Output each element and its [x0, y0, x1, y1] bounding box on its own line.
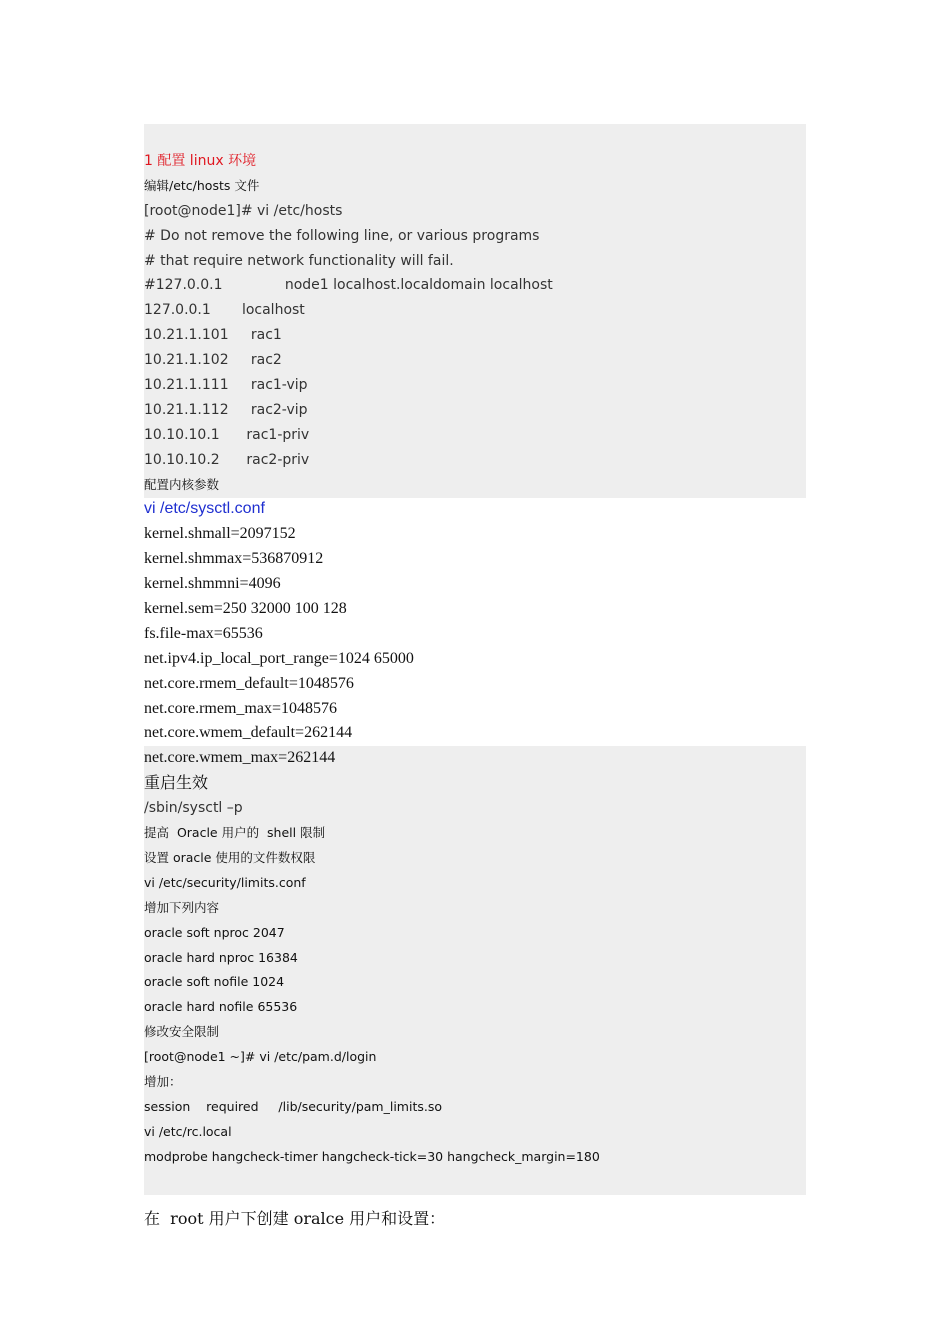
text-line: 10.10.10.1 rac1-priv	[144, 426, 310, 443]
text-line: oracle soft nofile 1024	[144, 974, 285, 990]
text-line: 提高 Oracle 用户的 shell 限制	[144, 825, 326, 841]
text-line: # that require network functionality will fail.	[144, 252, 454, 269]
text-line: fs.file-max=65536	[144, 624, 263, 642]
text-line: 在 root 用户下创建 oralce 用户和设置：	[144, 1208, 446, 1228]
text-line: 设置 oracle 使用的文件数权限	[144, 849, 316, 865]
text-line: vi /etc/security/limits.conf	[144, 874, 306, 890]
text-line: 1 配置 linux 环境	[144, 153, 257, 169]
text-line: 10.21.1.101 rac1	[144, 327, 282, 344]
text-line: 编辑/etc/hosts 文件	[144, 177, 260, 193]
text-line: net.core.wmem_max=262144	[144, 749, 336, 767]
text-line: 重启生效	[144, 773, 209, 793]
text-line: 10.21.1.102 rac2	[144, 352, 282, 369]
text-line: kernel.shmmax=536870912	[144, 550, 324, 568]
document-text	[144, 149, 806, 1231]
text-line: kernel.sem=250 32000 100 128	[144, 600, 347, 618]
text-line: net.core.rmem_max=1048576	[144, 699, 337, 717]
text-line: 修改安全限制	[144, 1024, 220, 1040]
text-line: 10.10.10.2 rac2-priv	[144, 451, 310, 468]
text-line: oracle hard nofile 65536	[144, 999, 298, 1015]
text-line: oracle soft nproc 2047	[144, 924, 285, 940]
text-line	[144, 1170, 806, 1207]
text-line: # Do not remove the following line, or various programs	[144, 227, 540, 244]
text-line: kernel.shmmni=4096	[144, 575, 281, 593]
text-line: oracle hard nproc 16384	[144, 949, 298, 965]
text-line: [root@node1 ~]# vi /etc/pam.d/login	[144, 1049, 377, 1065]
text-line: 配置内核参数	[144, 476, 220, 492]
text-line: kernel.shmall=2097152	[144, 525, 296, 543]
text-line: vi /etc/sysctl.conf	[144, 500, 265, 518]
text-line: 10.21.1.111 rac1-vip	[144, 377, 308, 394]
text-line: [root@node1]# vi /etc/hosts	[144, 202, 343, 219]
text-line: net.core.rmem_default=1048576	[144, 674, 354, 692]
text-line: modprobe hangcheck-timer hangcheck-tick=30 hangcheck_margin=180	[144, 1148, 600, 1164]
text-line: session required /lib/security/pam_limits.so	[144, 1098, 442, 1114]
text-line: #127.0.0.1 node1 localhost.localdomain localhost	[144, 277, 553, 294]
text-line: /sbin/sysctl –p	[144, 800, 243, 817]
text-line: vi /etc/rc.local	[144, 1123, 232, 1139]
text-line: net.core.wmem_default=262144	[144, 724, 353, 742]
text-line: 10.21.1.112 rac2-vip	[144, 401, 308, 418]
text-line: 127.0.0.1 localhost	[144, 302, 305, 319]
text-line: net.ipv4.ip_local_port_range=1024 65000	[144, 649, 414, 667]
text-line: 增加下列内容	[144, 899, 220, 915]
text-line: 增加：	[144, 1073, 182, 1089]
